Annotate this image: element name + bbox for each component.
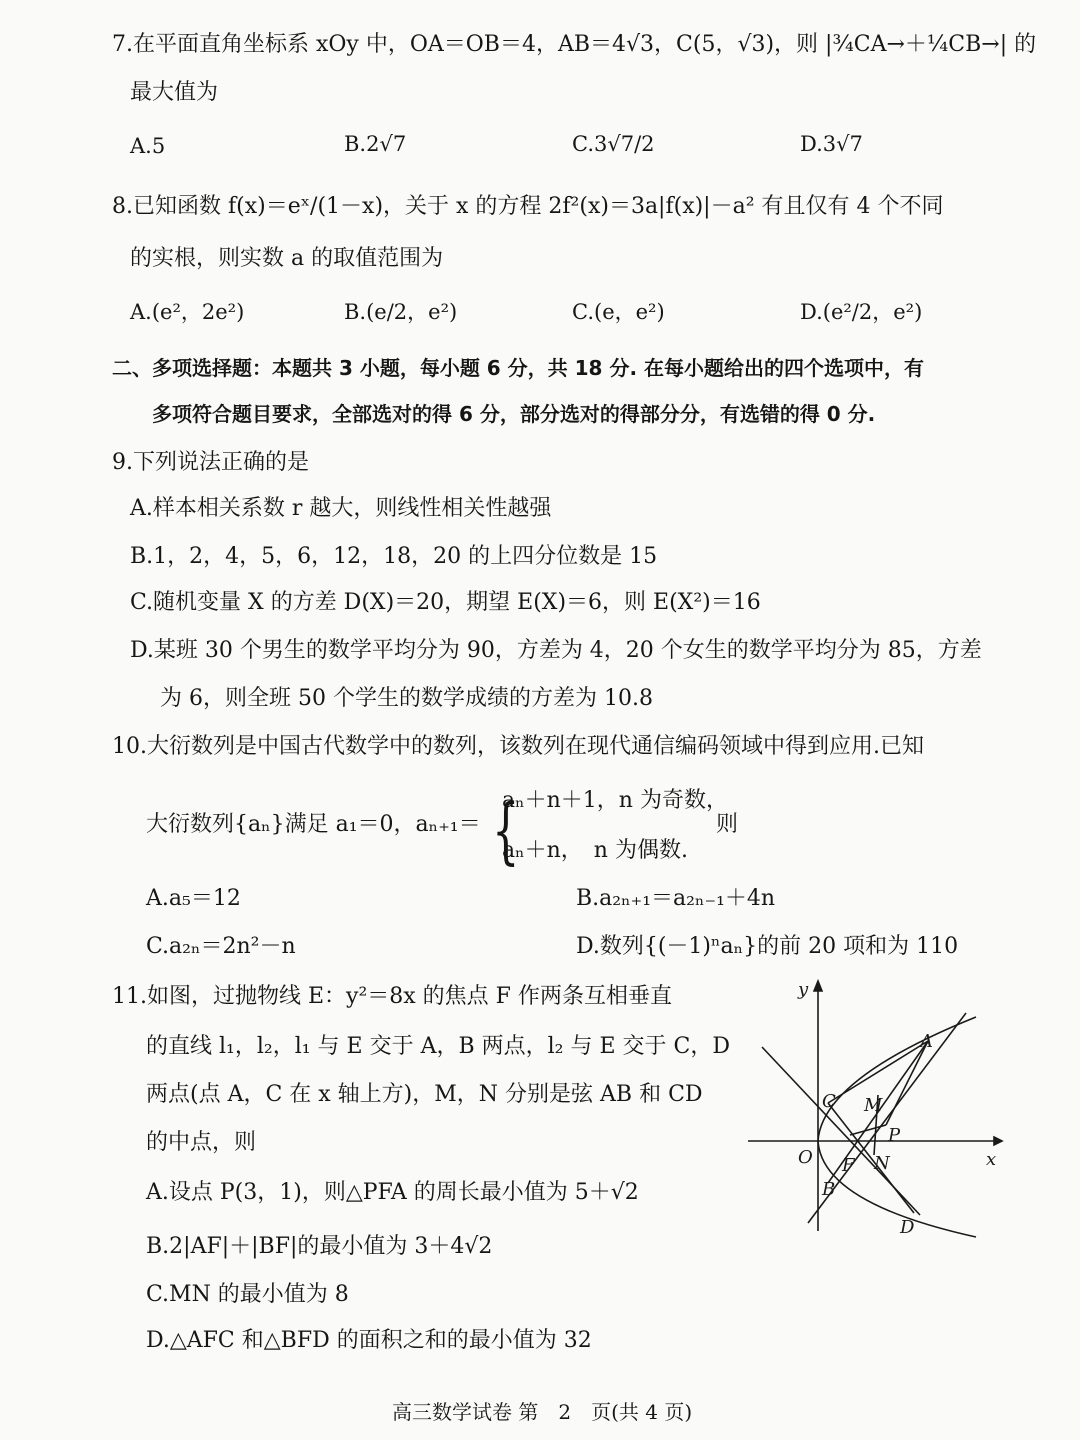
q10-lead: 大衍数列{aₙ}满足 a₁＝0，aₙ₊₁＝ bbox=[146, 812, 481, 837]
q10-stem-line1: 10.大衍数列是中国古代数学中的数列，该数列在现代通信编码领域中得到应用.已知 bbox=[112, 734, 924, 759]
label-m: M bbox=[864, 1095, 883, 1116]
q10-brace: { bbox=[492, 788, 520, 872]
q8-option-c: C.(e，e²) bbox=[572, 300, 665, 324]
q9-stem: 9.下列说法正确的是 bbox=[112, 450, 309, 475]
q11-option-c: C.MN 的最小值为 8 bbox=[146, 1282, 349, 1307]
q9-option-d-line1: D.某班 30 个男生的数学平均分为 90，方差为 4，20 个女生的数学平均分为 85，方差 bbox=[130, 638, 982, 663]
q7-stem-line2: 最大值为 bbox=[130, 80, 219, 105]
q7-option-a: A.5 bbox=[130, 134, 166, 158]
label-n: N bbox=[874, 1153, 890, 1174]
parabola-figure bbox=[738, 975, 1010, 1253]
q9-option-b: B.1，2，4，5，6，12，18，20 的上四分位数是 15 bbox=[130, 544, 658, 569]
q10-option-d: D.数列{(－1)ⁿaₙ}的前 20 项和为 110 bbox=[576, 934, 959, 959]
q7-option-c: C.3√7/2 bbox=[572, 132, 655, 156]
q10-option-c: C.a₂ₙ＝2n²－n bbox=[146, 934, 296, 959]
label-o: O bbox=[798, 1147, 813, 1168]
label-b: B bbox=[822, 1179, 836, 1200]
q11-stem-line3: 两点(点 A，C 在 x 轴上方)，M，N 分别是弦 AB 和 CD bbox=[146, 1082, 703, 1107]
x-axis-arrow-icon bbox=[994, 1137, 1002, 1145]
q10-tail: 则 bbox=[716, 812, 739, 837]
q11-option-a: A.设点 P(3，1)，则△PFA 的周长最小值为 5＋√2 bbox=[146, 1180, 639, 1205]
q8-option-b: B.(e/2，e²) bbox=[344, 300, 458, 324]
q10-option-a: A.a₅＝12 bbox=[146, 886, 241, 911]
q11-stem-line1: 11.如图，过抛物线 E：y²＝8x 的焦点 F 作两条互相垂直 bbox=[112, 984, 672, 1009]
q8-stem-line2: 的实根，则实数 a 的取值范围为 bbox=[130, 246, 444, 271]
q11-stem-line4: 的中点，则 bbox=[146, 1130, 257, 1155]
label-p: P bbox=[888, 1125, 901, 1146]
chord-cd bbox=[828, 1103, 914, 1213]
q8-option-a: A.(e²，2e²) bbox=[130, 300, 245, 324]
q11-stem-line2: 的直线 l₁，l₂，l₁ 与 E 交于 A，B 两点，l₂ 与 E 交于 C，D bbox=[146, 1034, 731, 1059]
label-a: A bbox=[920, 1031, 933, 1052]
q10-option-b: B.a₂ₙ₊₁＝a₂ₙ₋₁＋4n bbox=[576, 886, 776, 911]
q10-case-even: aₙ＋n， n 为偶数. bbox=[502, 838, 688, 863]
q11-option-d: D.△AFC 和△BFD 的面积之和的最小值为 32 bbox=[146, 1328, 592, 1353]
section2-header-line1: 二、多项选择题：本题共 3 小题，每小题 6 分，共 18 分. 在每小题给出的四个选项中，有 bbox=[112, 356, 925, 380]
q9-option-c: C.随机变量 X 的方差 D(X)＝20，期望 E(X)＝6，则 E(X²)＝16 bbox=[130, 590, 761, 615]
label-f: F bbox=[842, 1155, 855, 1176]
q11-option-b: B.2|AF|＋|BF|的最小值为 3＋4√2 bbox=[146, 1234, 493, 1259]
label-d: D bbox=[900, 1217, 915, 1238]
label-c: C bbox=[822, 1091, 836, 1112]
section2-header-line2: 多项符合题目要求，全部选对的得 6 分，部分选对的得部分分，有选错的得 0 分. bbox=[152, 402, 876, 426]
q9-option-a: A.样本相关系数 r 越大，则线性相关性越强 bbox=[130, 496, 552, 521]
y-axis-arrow-icon bbox=[814, 981, 822, 991]
q7-stem-line1: 7.在平面直角坐标系 xOy 中，OA＝OB＝4，AB＝4√3，C(5，√3)，则 |¾CA→＋¼CB→| 的 bbox=[112, 32, 1037, 57]
q7-option-b: B.2√7 bbox=[344, 132, 407, 156]
q10-case-odd: aₙ＋n＋1，n 为奇数， bbox=[502, 788, 728, 813]
label-x: x bbox=[986, 1149, 997, 1170]
q8-stem-line1: 8.已知函数 f(x)＝eˣ/(1－x)，关于 x 的方程 2f²(x)＝3a|f(x)|－a² 有且仅有 4 个不同 bbox=[112, 194, 944, 219]
q7-option-d: D.3√7 bbox=[800, 132, 863, 156]
q8-option-d: D.(e²/2，e²) bbox=[800, 300, 923, 324]
label-y: y bbox=[798, 979, 809, 1000]
q9-option-d-line2: 为 6，则全班 50 个学生的数学成绩的方差为 10.8 bbox=[160, 686, 653, 711]
page-footer: 高三数学试卷 第 2 页(共 4 页) bbox=[392, 1400, 693, 1424]
